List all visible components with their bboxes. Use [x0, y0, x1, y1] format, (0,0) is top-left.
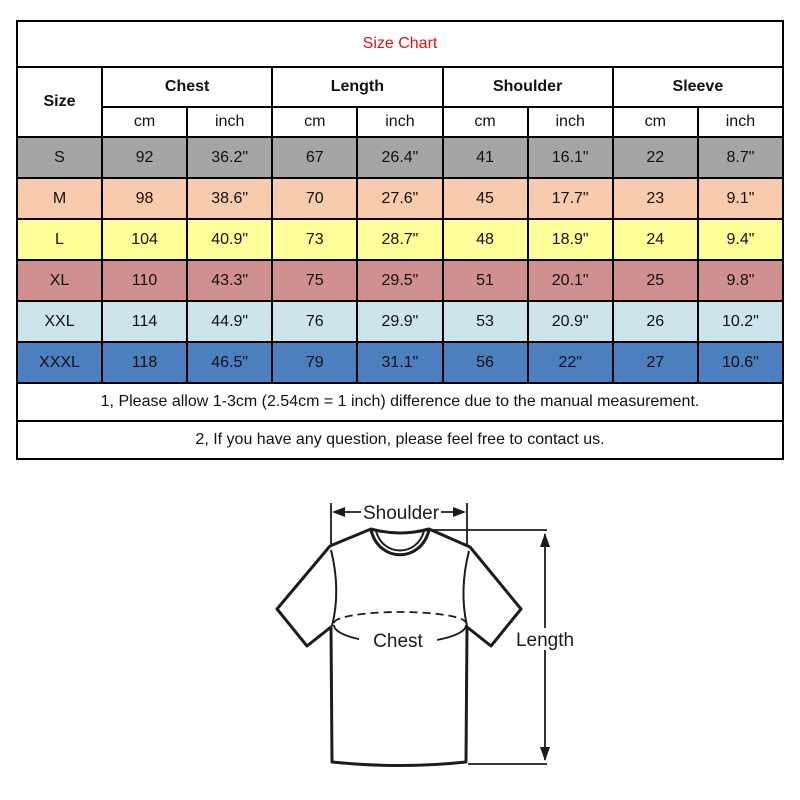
unit-header-shoulder-cm: cm	[443, 107, 528, 137]
value-cell: 79	[272, 342, 357, 383]
size-cell: L	[17, 219, 102, 260]
unit-header-length-inch: inch	[357, 107, 442, 137]
size-row-s	[17, 137, 783, 178]
value-cell: 48	[443, 219, 528, 260]
value-cell: 38.6"	[187, 178, 272, 219]
value-cell: 44.9"	[187, 301, 272, 342]
size-cell: M	[17, 178, 102, 219]
shoulder-arrow-right-icon	[453, 507, 466, 517]
value-cell: 24	[613, 219, 698, 260]
size-row-xxxl	[17, 342, 783, 383]
value-cell: 110	[102, 260, 187, 301]
title-row	[17, 21, 783, 67]
value-cell: 18.9"	[528, 219, 613, 260]
page-title: Size Chart	[17, 21, 783, 67]
unit-header-shoulder-inch: inch	[528, 107, 613, 137]
unit-header-sleeve-cm: cm	[613, 107, 698, 137]
length-label: Length	[515, 630, 575, 651]
size-cell: XXL	[17, 301, 102, 342]
value-cell: 114	[102, 301, 187, 342]
length-arrow-down-icon	[540, 747, 550, 761]
col-group-sleeve: Sleeve	[613, 67, 783, 107]
value-cell: 9.4"	[698, 219, 783, 260]
note-row	[17, 421, 783, 459]
value-cell: 92	[102, 137, 187, 178]
value-cell: 41	[443, 137, 528, 178]
size-cell: XL	[17, 260, 102, 301]
value-cell: 29.5"	[357, 260, 442, 301]
col-header-size: Size	[17, 67, 102, 137]
unit-header-chest-inch: inch	[187, 107, 272, 137]
value-cell: 22	[613, 137, 698, 178]
value-cell: 45	[443, 178, 528, 219]
value-cell: 16.1"	[528, 137, 613, 178]
value-cell: 98	[102, 178, 187, 219]
value-cell: 27	[613, 342, 698, 383]
value-cell: 22"	[528, 342, 613, 383]
value-cell: 9.8"	[698, 260, 783, 301]
value-cell: 75	[272, 260, 357, 301]
group-header-row	[17, 67, 783, 107]
value-cell: 36.2"	[187, 137, 272, 178]
value-cell: 40.9"	[187, 219, 272, 260]
shoulder-arrow-left-icon	[332, 507, 345, 517]
unit-header-chest-cm: cm	[102, 107, 187, 137]
note-contact: 2, If you have any question, please feel free to contact us.	[17, 421, 783, 459]
size-row-m	[17, 178, 783, 219]
unit-header-length-cm: cm	[272, 107, 357, 137]
col-group-length: Length	[272, 67, 442, 107]
value-cell: 29.9"	[357, 301, 442, 342]
unit-header-sleeve-inch: inch	[698, 107, 783, 137]
shoulder-label: Shoulder	[362, 503, 440, 524]
value-cell: 51	[443, 260, 528, 301]
size-cell: S	[17, 137, 102, 178]
value-cell: 31.1"	[357, 342, 442, 383]
value-cell: 56	[443, 342, 528, 383]
value-cell: 76	[272, 301, 357, 342]
value-cell: 20.1"	[528, 260, 613, 301]
size-row-xxl	[17, 301, 783, 342]
value-cell: 46.5"	[187, 342, 272, 383]
note-measurement: 1, Please allow 1-3cm (2.54cm = 1 inch) difference due to the manual measurement.	[17, 383, 783, 421]
unit-header-row	[17, 107, 783, 137]
size-row-l	[17, 219, 783, 260]
length-arrow-up-icon	[540, 533, 550, 547]
value-cell: 26.4"	[357, 137, 442, 178]
value-cell: 70	[272, 178, 357, 219]
size-row-xl	[17, 260, 783, 301]
col-group-chest: Chest	[102, 67, 272, 107]
value-cell: 10.2"	[698, 301, 783, 342]
value-cell: 8.7"	[698, 137, 783, 178]
value-cell: 25	[613, 260, 698, 301]
value-cell: 27.6"	[357, 178, 442, 219]
value-cell: 43.3"	[187, 260, 272, 301]
value-cell: 26	[613, 301, 698, 342]
value-cell: 17.7"	[528, 178, 613, 219]
tshirt-measurement-diagram	[0, 480, 800, 800]
col-group-shoulder: Shoulder	[443, 67, 613, 107]
size-chart-table	[16, 20, 784, 460]
value-cell: 20.9"	[528, 301, 613, 342]
chest-label: Chest	[373, 631, 423, 652]
value-cell: 9.1"	[698, 178, 783, 219]
note-row	[17, 383, 783, 421]
value-cell: 23	[613, 178, 698, 219]
size-cell: XXXL	[17, 342, 102, 383]
value-cell: 10.6"	[698, 342, 783, 383]
value-cell: 53	[443, 301, 528, 342]
value-cell: 28.7"	[357, 219, 442, 260]
value-cell: 104	[102, 219, 187, 260]
value-cell: 118	[102, 342, 187, 383]
value-cell: 73	[272, 219, 357, 260]
value-cell: 67	[272, 137, 357, 178]
